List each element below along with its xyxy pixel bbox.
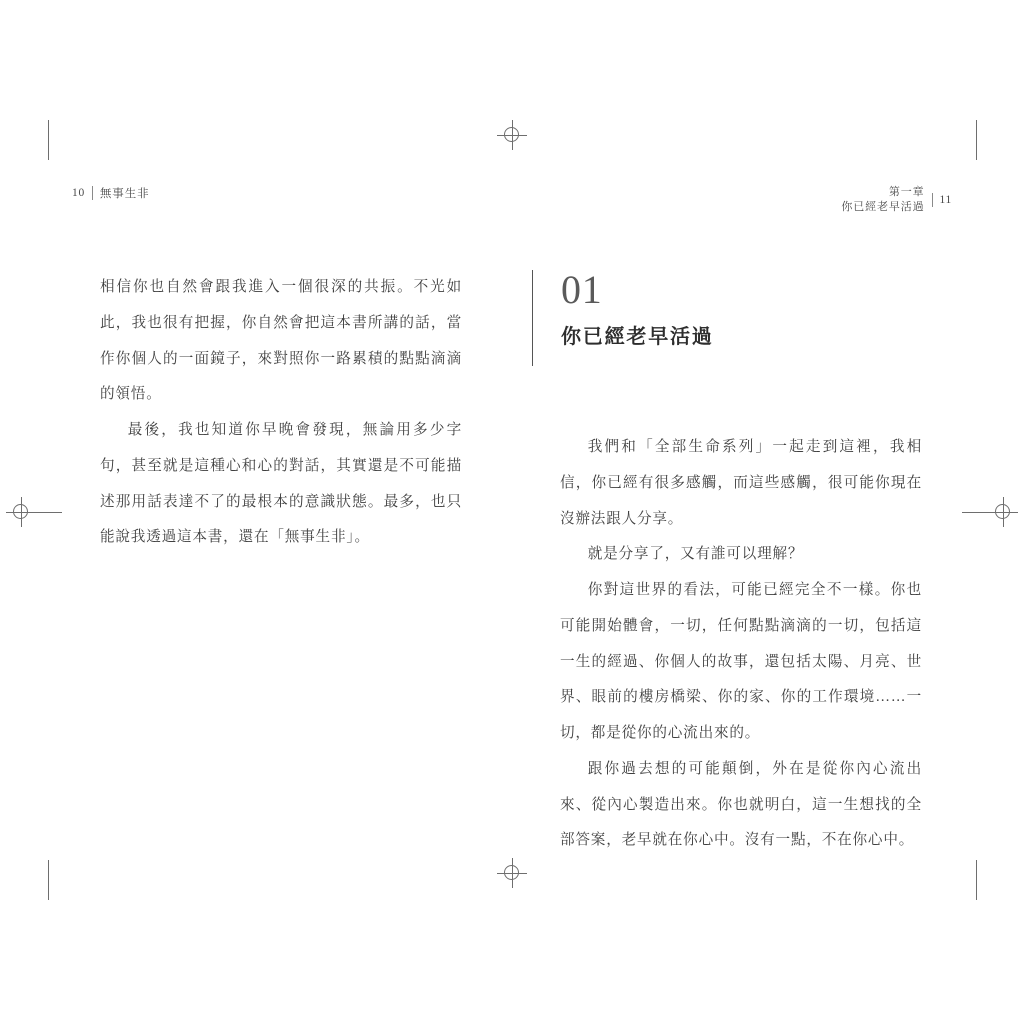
right-page-running-title — [841, 185, 924, 215]
chapter-opener — [532, 267, 714, 366]
running-head-divider — [92, 186, 93, 200]
crop-mark-bottom-right-vertical — [976, 860, 977, 900]
left-page-folio: 10 — [72, 187, 85, 199]
registration-target-icon-top — [497, 120, 527, 150]
paragraph: 我們和「全部生命系列」一起走到這裡，我相信，你已經有很多感觸，而這些感觸，很可能你現在沒辦法跟人分享。 — [560, 439, 922, 527]
paragraph: 你對這世界的看法，可能已經完全不一樣。你也可能開始體會，一切，任何點點滴滴的一切，包括這一生的經過、你個人的故事，還包括太陽、月亮、世界、眼前的樓房橋梁、你的家、你的工作環境……一切，都是從你的心流出來的。 — [560, 582, 922, 741]
paragraph: 最後，我也知道你早晚會發現，無論用多少字句，甚至就是這種心和心的對話，其實還是不可能描述那用話表達不了的最根本的意識狀態。最多，也只能說我透過這本書，還在「無事生非」。 — [100, 422, 462, 546]
paragraph: 跟你過去想的可能顛倒，外在是從你內心流出來、從內心製造出來。你也就明白，這一生想找的全部答案，老早就在你心中。沒有一點，不在你心中。 — [560, 760, 922, 849]
running-head-divider — [932, 193, 933, 207]
crop-mark-top-left-vertical — [48, 120, 49, 160]
crop-mark-top-right-vertical — [976, 120, 977, 160]
left-page-body — [100, 270, 462, 556]
running-title-line-1: 第一章 — [888, 186, 925, 198]
left-page — [72, 130, 492, 890]
crop-mark-bottom-left-vertical — [48, 860, 49, 900]
chapter-number: 01 — [561, 267, 603, 312]
running-title-line-2: 你已經老早活過 — [841, 200, 925, 213]
right-page-body — [560, 430, 922, 859]
registration-target-icon-left — [6, 497, 36, 527]
right-page-running-head — [841, 185, 952, 215]
right-page — [532, 130, 952, 890]
paragraph: 就是分享了，又有誰可以理解？ — [587, 546, 804, 563]
left-page-running-title: 無事生非 — [99, 188, 150, 200]
left-page-running-head — [72, 185, 150, 201]
registration-target-icon-right — [988, 497, 1018, 527]
paragraph: 相信你也自然會跟我進入一個很深的共振。不光如此，我也很有把握，你自然會把這本書所講的話，當作你個人的一面鏡子，來對照你一路累積的點點滴滴的領悟。 — [100, 279, 462, 403]
right-page-folio: 11 — [939, 193, 952, 206]
chapter-title: 你已經老早活過 — [561, 326, 714, 348]
registration-target-icon-bottom — [497, 858, 527, 888]
